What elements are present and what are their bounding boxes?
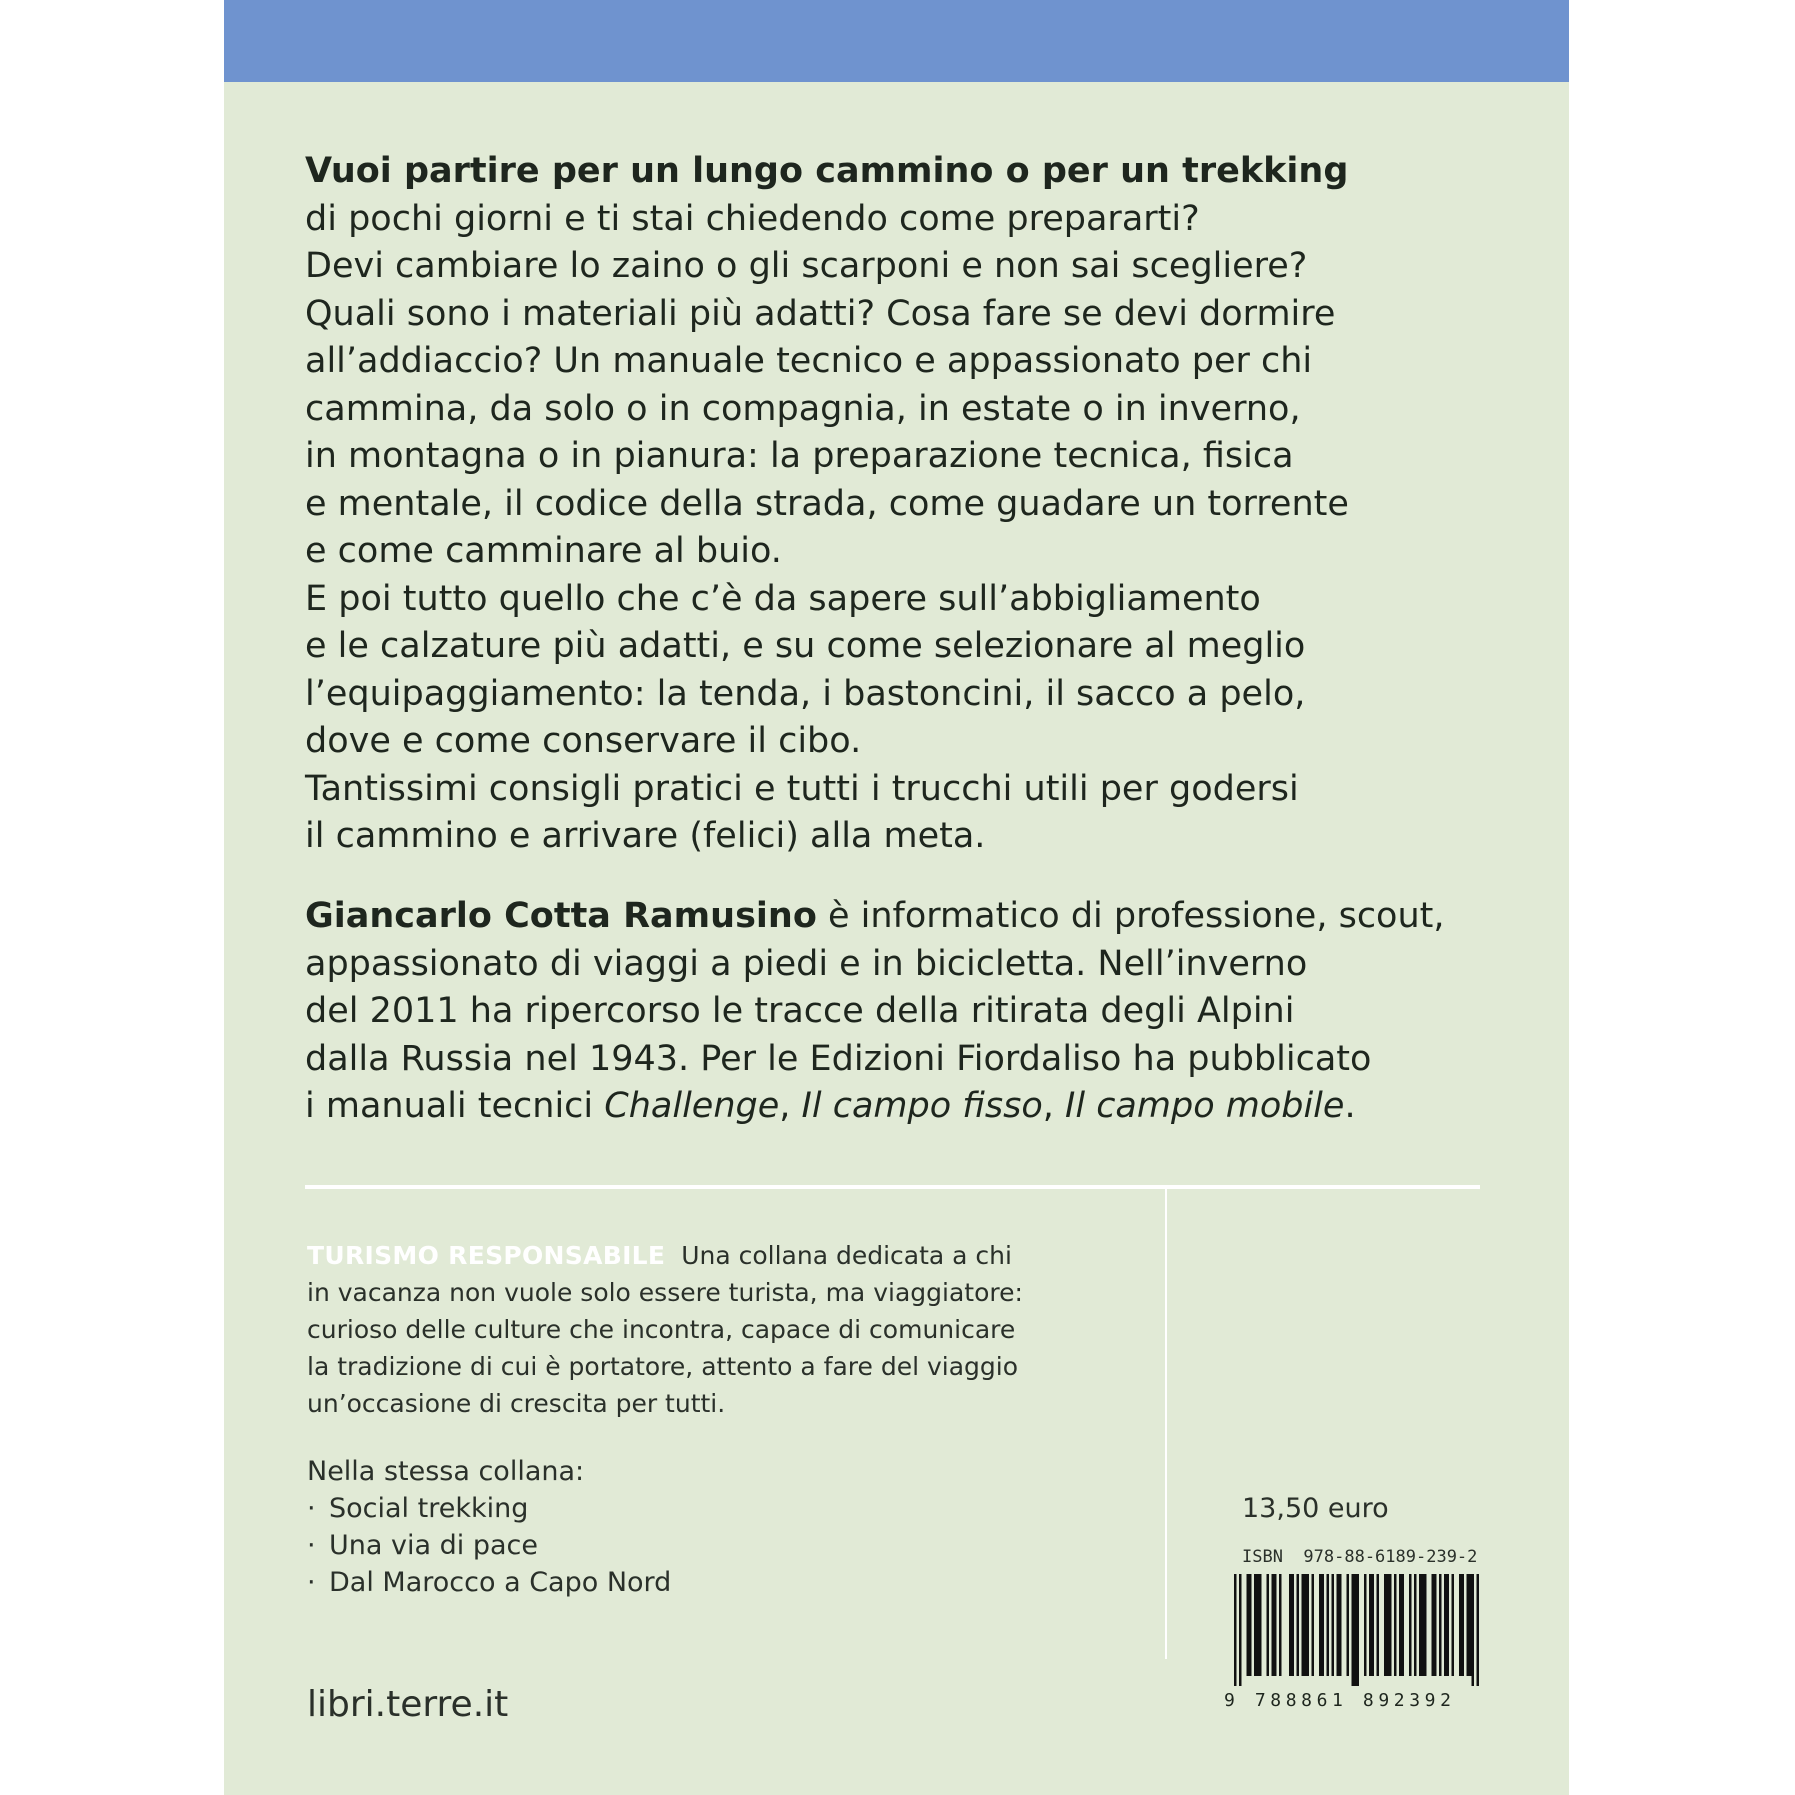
bullet-icon: · [307, 1493, 316, 1524]
bullet-icon: · [307, 1530, 316, 1561]
barcode-bar [1432, 1574, 1435, 1676]
barcode-bar [1249, 1574, 1252, 1676]
barcode-bar [1434, 1574, 1437, 1676]
series-line: in vacanza non vuole solo essere turista, ma viaggiatore: [307, 1278, 1023, 1307]
blurb-line: cammina, da solo o in compagnia, in estate o in inverno, [305, 388, 1301, 429]
blurb-line: E poi tutto quello che c’è da sapere sull’abbigliamento [305, 578, 1261, 619]
blurb-line: Devi cambiare lo zaino o gli scarponi e non sai scegliere? [305, 246, 1308, 286]
price: 13,50 euro [1242, 1493, 1389, 1524]
author-name: Giancarlo Cotta Ramusino [305, 896, 817, 936]
barcode-bar [1369, 1574, 1372, 1676]
blurb-line: e come camminare al buio. [305, 531, 782, 571]
same-series-heading: Nella stessa collana: [307, 1456, 585, 1487]
barcode-bar [1469, 1574, 1472, 1676]
barcode-bar [1477, 1574, 1480, 1686]
barcode-bar [1337, 1574, 1340, 1676]
barcode-bar [1399, 1574, 1402, 1676]
blurb-line: Quali sono i materiali più adatti? Cosa fare se devi dormire [305, 293, 1336, 334]
series-line: curioso delle culture che incontra, capace di comunicare [307, 1315, 1016, 1344]
barcode-bar [1419, 1574, 1422, 1676]
barcode-bar [1257, 1574, 1260, 1676]
top-color-band [224, 0, 1569, 82]
barcode-bar [1467, 1574, 1470, 1676]
blurb-line: e le calzature più adatti, e su come selezionare al meglio [305, 626, 1306, 666]
author-bio-line: i manuali tecnici Challenge, Il campo fisso, Il campo mobile. [305, 1086, 1356, 1126]
barcode-bar [1409, 1574, 1412, 1676]
same-series-list [307, 1453, 907, 1601]
blurb-line: e mentale, il codice della strada, come guadare un torrente [305, 483, 1349, 524]
barcode-bar [1462, 1574, 1465, 1676]
barcode-bar [1352, 1574, 1355, 1686]
barcode-bar [1472, 1574, 1475, 1686]
barcode-bar [1322, 1574, 1325, 1676]
barcode-bar [1414, 1574, 1417, 1676]
book-blurb [305, 148, 1465, 861]
bullet-icon: · [307, 1567, 316, 1598]
blurb-line: di pochi giorni e ti stai chiedendo come prepararti? [305, 198, 1200, 239]
author-bio-line: dalla Russia nel 1943. Per le Edizioni Fiordaliso ha pubblicato [305, 1038, 1372, 1079]
barcode-bar [1312, 1574, 1315, 1676]
blurb-line: dove e come conservare il cibo. [305, 721, 862, 761]
back-cover [224, 0, 1569, 1795]
barcode-bar [1444, 1574, 1447, 1676]
barcode-bar [1452, 1574, 1455, 1676]
series-name: TURISMO RESPONSABILE [307, 1241, 666, 1270]
barcode-bar [1272, 1574, 1275, 1676]
blurb-line: all’addiaccio? Un manuale tecnico e appassionato per chi [305, 341, 1313, 381]
barcode-bar [1377, 1574, 1380, 1676]
barcode-bar [1332, 1574, 1335, 1676]
blurb-line: l’equipaggiamento: la tenda, i bastoncini, il sacco a pelo, [305, 673, 1306, 714]
barcode-bar [1347, 1574, 1350, 1676]
barcode-bar [1364, 1574, 1367, 1676]
vertical-divider [1165, 1189, 1167, 1659]
author-bio [305, 893, 1505, 1131]
barcode-bar [1327, 1574, 1330, 1676]
book-title: Challenge [604, 1086, 780, 1126]
barcode-bar [1384, 1574, 1387, 1676]
barcode-bar [1447, 1574, 1450, 1676]
barcode-bar [1259, 1574, 1262, 1676]
barcode-bar [1319, 1574, 1322, 1676]
barcode-bar [1254, 1574, 1257, 1676]
barcode-bar [1387, 1574, 1390, 1676]
author-bio-line: appassionato di viaggi a piedi e in bicicletta. Nell’inverno [305, 943, 1308, 984]
barcode-bar [1234, 1574, 1237, 1686]
series-line: un’occasione di crescita per tutti. [307, 1389, 726, 1418]
barcode-bar [1402, 1574, 1405, 1676]
barcode-bar [1274, 1574, 1277, 1676]
barcode-digits: 9 788861 892392 [1224, 1690, 1456, 1711]
barcode-bar [1357, 1574, 1360, 1686]
barcode-bar [1297, 1574, 1300, 1676]
blurb-line: Tantissimi consigli pratici e tutti i trucchi utili per godersi [305, 768, 1299, 809]
list-item: · Social trekking [307, 1490, 907, 1527]
barcode [1232, 1574, 1482, 1689]
barcode-bar [1247, 1574, 1250, 1676]
list-item: · Dal Marocco a Capo Nord [307, 1564, 907, 1601]
barcode-bar [1389, 1574, 1392, 1676]
barcode-bar [1267, 1574, 1270, 1676]
barcode-bar [1304, 1574, 1307, 1676]
barcode-bar [1279, 1574, 1282, 1676]
series-description [307, 1237, 1147, 1422]
horizontal-divider [305, 1185, 1480, 1189]
list-item: · Una via di pace [307, 1527, 907, 1564]
barcode-bar [1289, 1574, 1292, 1676]
book-title: Il campo mobile [1065, 1086, 1345, 1126]
series-line: la tradizione di cui è portatore, attento a fare del viaggio [307, 1352, 1019, 1381]
barcode-bar [1302, 1574, 1305, 1676]
isbn-label: ISBN 978-88-6189-239-2 [1242, 1547, 1478, 1567]
barcode-bar [1239, 1574, 1242, 1686]
barcode-bar [1439, 1574, 1442, 1676]
blurb-line: in montagna o in pianura: la preparazione tecnica, fisica [305, 436, 1294, 476]
book-title: Il campo fisso [801, 1086, 1043, 1126]
barcode-bar [1422, 1574, 1425, 1676]
barcode-bar [1394, 1574, 1397, 1676]
author-bio-line: del 2011 ha ripercorso le tracce della ritirata degli Alpini [305, 991, 1295, 1031]
series-line: TURISMO RESPONSABILE Una collana dedicata a chi [307, 1241, 1012, 1270]
barcode-bar [1354, 1574, 1357, 1686]
blurb-lead: Vuoi partire per un lungo cammino o per un trekking [305, 151, 1349, 191]
barcode-bar [1372, 1574, 1375, 1676]
barcode-bar [1339, 1574, 1342, 1676]
barcode-bar [1459, 1574, 1462, 1676]
barcode-bar [1292, 1574, 1295, 1676]
publisher-website: libri.terre.it [307, 1684, 509, 1725]
barcode-bar [1424, 1574, 1427, 1676]
barcode-bar [1307, 1574, 1310, 1676]
author-bio-line: Giancarlo Cotta Ramusino è informatico di professione, scout, [305, 896, 1445, 936]
blurb-line: il cammino e arrivare (felici) alla meta. [305, 816, 986, 856]
